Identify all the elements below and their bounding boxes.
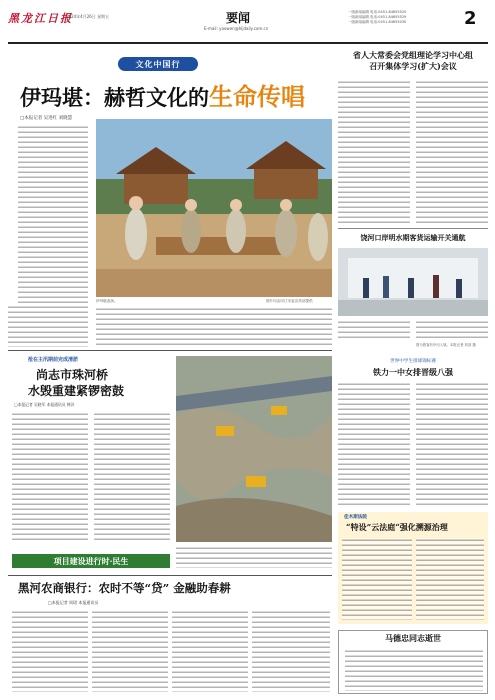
law-kicker: 佳木斯法院	[344, 515, 367, 520]
competition-body-col2	[416, 382, 488, 508]
flood-body-col2	[94, 412, 170, 542]
flood-kicker: 抢在主汛期前完成清淤	[28, 357, 79, 363]
competition-headline: 铁力一中女排晋级八强	[373, 367, 453, 377]
feature-body-left-tail	[8, 305, 88, 347]
feature-body-bottom	[96, 307, 332, 347]
flood-byline: □本报记者 吴晓军 本报通讯员 韩洋	[14, 402, 75, 407]
photo-caption-left: 伊玛堪表演。	[96, 299, 118, 303]
flood-banner-text: 项目建设进行时·民生	[53, 556, 129, 566]
law-story	[338, 512, 488, 624]
right-top-body-col1	[338, 80, 410, 225]
bank-byline: □本报记者 周珺 本报通讯员	[48, 600, 99, 605]
flood-story	[8, 354, 332, 572]
flood-banner	[12, 554, 170, 568]
right-top-body-col2	[416, 80, 488, 225]
issue-meta: 2024年4月26日 星期五	[66, 14, 110, 19]
law-headline: “特设”云法庭“强化溯源治理	[346, 522, 448, 532]
bank-headline: 黑河农商银行：农时不等“贷” 金融助春耕	[18, 581, 231, 595]
bank-body-col2	[92, 610, 168, 692]
port-photo-caption: 图为旅客有序出入境。本报记者 刘剑 摄	[416, 343, 476, 347]
flood-photo	[176, 356, 332, 542]
competition-kicker: 世界中学生排球锦标赛	[390, 359, 436, 364]
main-feature	[8, 47, 332, 347]
flood-body-col1	[12, 412, 88, 542]
port-story	[338, 232, 488, 350]
feature-body-column	[18, 125, 88, 305]
masthead	[8, 8, 488, 44]
feature-kicker	[118, 57, 198, 71]
feature-byline: □本报记者 吴进红 刘晓慧	[20, 116, 73, 121]
port-headline: 饶河口岸明水期客货运输开关通航	[360, 233, 466, 242]
section-title: 要闻	[226, 11, 251, 25]
masthead-rule	[8, 42, 488, 44]
bank-body-col4	[252, 610, 330, 692]
feature-headline	[20, 77, 305, 112]
right-top-headline-1: 省人大常委会党组理论学习中心组	[353, 50, 473, 60]
paper-name: 黑龙江日报	[8, 12, 73, 25]
editor-phones	[348, 10, 406, 25]
page-number: 2	[464, 8, 477, 29]
port-body-col2	[416, 320, 488, 340]
bank-body-col3	[172, 610, 248, 692]
phone-line: 一版新闻编辑 电话:0451-84655520	[348, 10, 407, 14]
bank-body-col1	[12, 610, 88, 692]
phone-line: 一版新闻编辑 电话:0451-84655030	[348, 20, 407, 24]
flood-headline-1: 尚志市珠河桥	[36, 368, 109, 382]
competition-body-col1	[338, 382, 410, 508]
right-top-headline-2: 召开集体学习(扩大)会议	[369, 61, 457, 71]
phone-line: 一版新闻编辑 电话:0451-84655529	[348, 15, 407, 19]
photo-caption-right: 图片均由同江市委宣传部提供	[266, 299, 313, 303]
obituary-body	[345, 649, 483, 691]
divider	[8, 350, 332, 351]
feature-kicker-text: 文化中国行	[135, 59, 181, 69]
section-email: E-mail: yaowen@hljdaily.com.cn	[204, 26, 269, 31]
feature-headline-part1: 伊玛堪：赫哲文化的	[20, 86, 209, 110]
obituary	[338, 630, 488, 694]
divider	[8, 575, 332, 576]
bank-story	[8, 580, 332, 695]
law-body-col2	[416, 538, 484, 620]
flood-headline-2: 水毁重建紧锣密鼓	[28, 384, 125, 398]
obituary-headline: 马德忠同志逝世	[385, 633, 441, 643]
port-photo	[338, 248, 488, 316]
right-top-story	[338, 50, 488, 225]
feature-body-lines	[8, 305, 88, 347]
competition-story	[338, 358, 488, 508]
flood-body-bottom	[176, 546, 332, 568]
law-body-col1	[342, 538, 412, 620]
feature-headline-part2: 生命传唱	[209, 83, 305, 111]
feature-photo	[96, 119, 332, 297]
port-body-col1	[338, 320, 410, 340]
divider	[338, 228, 488, 229]
